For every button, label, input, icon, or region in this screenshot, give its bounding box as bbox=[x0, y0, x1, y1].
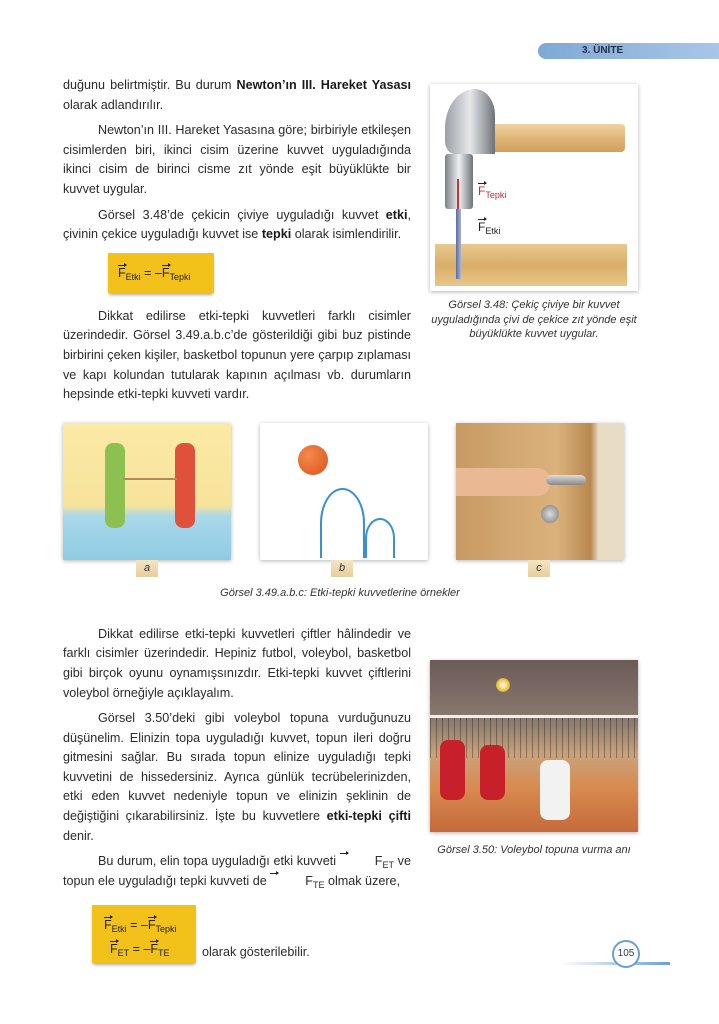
bounce-arc bbox=[365, 518, 395, 558]
text: , çivinin çekice uyguladığı kuvvet ise bbox=[63, 207, 411, 242]
equals: = – bbox=[126, 918, 148, 933]
unit-tab: 3. ÜNİTE bbox=[538, 43, 719, 59]
subscript: TE bbox=[158, 948, 170, 959]
vector-f: F bbox=[150, 942, 158, 957]
hammer-head bbox=[445, 89, 495, 154]
formula-trailing-text: olarak gösterilebilir. bbox=[202, 945, 310, 960]
subscript: Etki bbox=[125, 271, 141, 282]
text: olarak isimlendirilir. bbox=[291, 227, 402, 242]
vector-f: F bbox=[161, 265, 170, 280]
paragraph: Dikkat edilirse etki-tepki kuvvetleri farklı cisimler üzerindedir. Görsel 3.49.a.b.c’de gösterildiği gibi buz pistinde birbirini çeken kişiler, basketbol topunun yere çarpıp zıplaması ve kapı kolundan tutularak kapının açılması vb. durumların hepsinde etki-tepki kuvveti vardır. bbox=[63, 308, 411, 402]
basketball bbox=[298, 445, 328, 475]
nail bbox=[456, 209, 461, 279]
formula-box-2 bbox=[92, 905, 196, 963]
text: Bu durum, elin topa uyguladığı etki kuvveti bbox=[98, 854, 340, 869]
hammer-nail-image bbox=[430, 84, 638, 291]
formula-row-2 bbox=[92, 905, 411, 963]
hammer-handle bbox=[488, 124, 625, 152]
player bbox=[540, 760, 570, 820]
paragraph: Dikkat edilirse etki-tepki kuvvetleri çiftler hâlindedir ve farklı cisimler üzerindedir. Hepiniz futbol, voleybol, basketbol gibi birçok oyunu oynamışsınızdır. Etki-tepki kuvvet çiftlerini voleybol örneğiyle açıklayalım. bbox=[63, 626, 411, 700]
subscript: Tepki bbox=[155, 924, 177, 935]
text: duğunu belirtmiştir. Bu durum bbox=[63, 78, 237, 92]
bold-term: tepki bbox=[261, 227, 292, 242]
door-handle bbox=[546, 475, 586, 485]
vector-f: F bbox=[147, 918, 156, 933]
paragraph bbox=[63, 852, 411, 891]
player bbox=[440, 740, 465, 800]
person-right bbox=[175, 443, 195, 528]
figure-label-b: b bbox=[331, 560, 353, 577]
figure-caption-3-48: Görsel 3.48: Çekiç çiviye bir kuvvet uyguladığında çivi de çekice zıt yönde eşit büyüklükte kuvvet uygular. bbox=[431, 299, 637, 340]
tepki-arrow bbox=[457, 179, 459, 209]
text: olmak üzere, bbox=[324, 873, 401, 888]
bold-term: etki-tepki çifti bbox=[326, 809, 411, 824]
figure-caption-3-50: Görsel 3.50: Voleybol topuna vurma anı bbox=[437, 844, 631, 856]
text: Görsel 3.48’de çekicin çiviye uyguladığı kuvvet bbox=[98, 207, 386, 222]
text: olarak adlandırılır. bbox=[63, 97, 164, 112]
subscript: Tepki bbox=[485, 190, 507, 200]
vector-f: F bbox=[118, 265, 126, 280]
text-block-top bbox=[63, 76, 411, 245]
volleyball-photo bbox=[430, 660, 638, 832]
equals: = – bbox=[140, 265, 162, 280]
volleyball bbox=[496, 678, 510, 692]
figure-3-49 bbox=[63, 423, 624, 603]
figure-label-c: c bbox=[528, 560, 550, 577]
door-lock bbox=[541, 505, 559, 523]
subscript: ET bbox=[117, 948, 130, 959]
subscript: Etki bbox=[111, 924, 127, 935]
paragraph bbox=[63, 206, 411, 245]
player bbox=[480, 745, 505, 800]
equals: = – bbox=[129, 942, 151, 957]
f-tepki-label bbox=[478, 184, 506, 198]
bouncing-ball-image bbox=[260, 423, 428, 560]
vector-f: F bbox=[270, 874, 313, 888]
text-block-2 bbox=[63, 307, 411, 405]
bold-term: Newton’ın III. Hareket Yasası bbox=[236, 78, 411, 92]
formula-line bbox=[104, 937, 196, 961]
bold-term: etki bbox=[385, 207, 408, 222]
paragraph bbox=[63, 76, 411, 115]
hand bbox=[456, 468, 551, 496]
vector-f: F bbox=[478, 184, 486, 198]
wood-plank bbox=[435, 244, 627, 286]
ice-rink-pulling-image bbox=[63, 423, 231, 560]
paragraph: Newton’ın III. Hareket Yasasına göre; birbiriyle etkileşen cisimlerden biri, ikinci cisim üzerine kuvvet uyguladığında ikinci cisim de birinci cisme zıt yönde eşit büyüklükte bir kuvvet uygular. bbox=[63, 123, 411, 196]
subscript: Tepki bbox=[169, 271, 191, 282]
paragraph bbox=[63, 709, 411, 846]
vector-f: F bbox=[340, 854, 383, 868]
text-block-bottom bbox=[63, 625, 411, 892]
vector-f: F bbox=[478, 220, 486, 234]
figure-label-a: a bbox=[136, 560, 158, 577]
formula-box-1 bbox=[108, 253, 214, 293]
page-number: 105 bbox=[612, 940, 640, 968]
hammer-face bbox=[445, 154, 473, 209]
door-handle-image bbox=[456, 423, 624, 560]
vector-f: F bbox=[104, 918, 112, 933]
subscript: ET bbox=[382, 860, 394, 871]
text: denir. bbox=[63, 828, 94, 843]
text: Görsel 3.50’deki gibi voleybol topuna vurduğunuzu düşünelim. Elinizin topa uyguladığı kuvvet, topun ileri doğru gitmesini sağlar. Bu sırada topun elinize uyguladığı tepki kuvvetini de hissedersiniz. Ayrıca günlük tecrübelerinizden, etki eden kuvvet nedeniyle topun ve elinizin şeklinin de değiştiğini çıkarabilirsiniz. İşte bu kuvvetlere bbox=[63, 711, 411, 824]
subscript: TE bbox=[312, 879, 325, 890]
f-etki-label bbox=[478, 220, 500, 234]
bounce-arc bbox=[320, 488, 365, 558]
figure-caption-3-49: Görsel 3.49.a.b.c: Etki-tepki kuvvetlerine örnekler bbox=[220, 586, 460, 599]
person-left bbox=[105, 443, 125, 528]
subscript: Etki bbox=[485, 226, 501, 236]
formula-line bbox=[104, 913, 196, 937]
text: ve topun ele uyguladığı tepki kuvveti de bbox=[63, 854, 411, 888]
vector-f: F bbox=[110, 942, 118, 957]
rope bbox=[123, 478, 177, 480]
